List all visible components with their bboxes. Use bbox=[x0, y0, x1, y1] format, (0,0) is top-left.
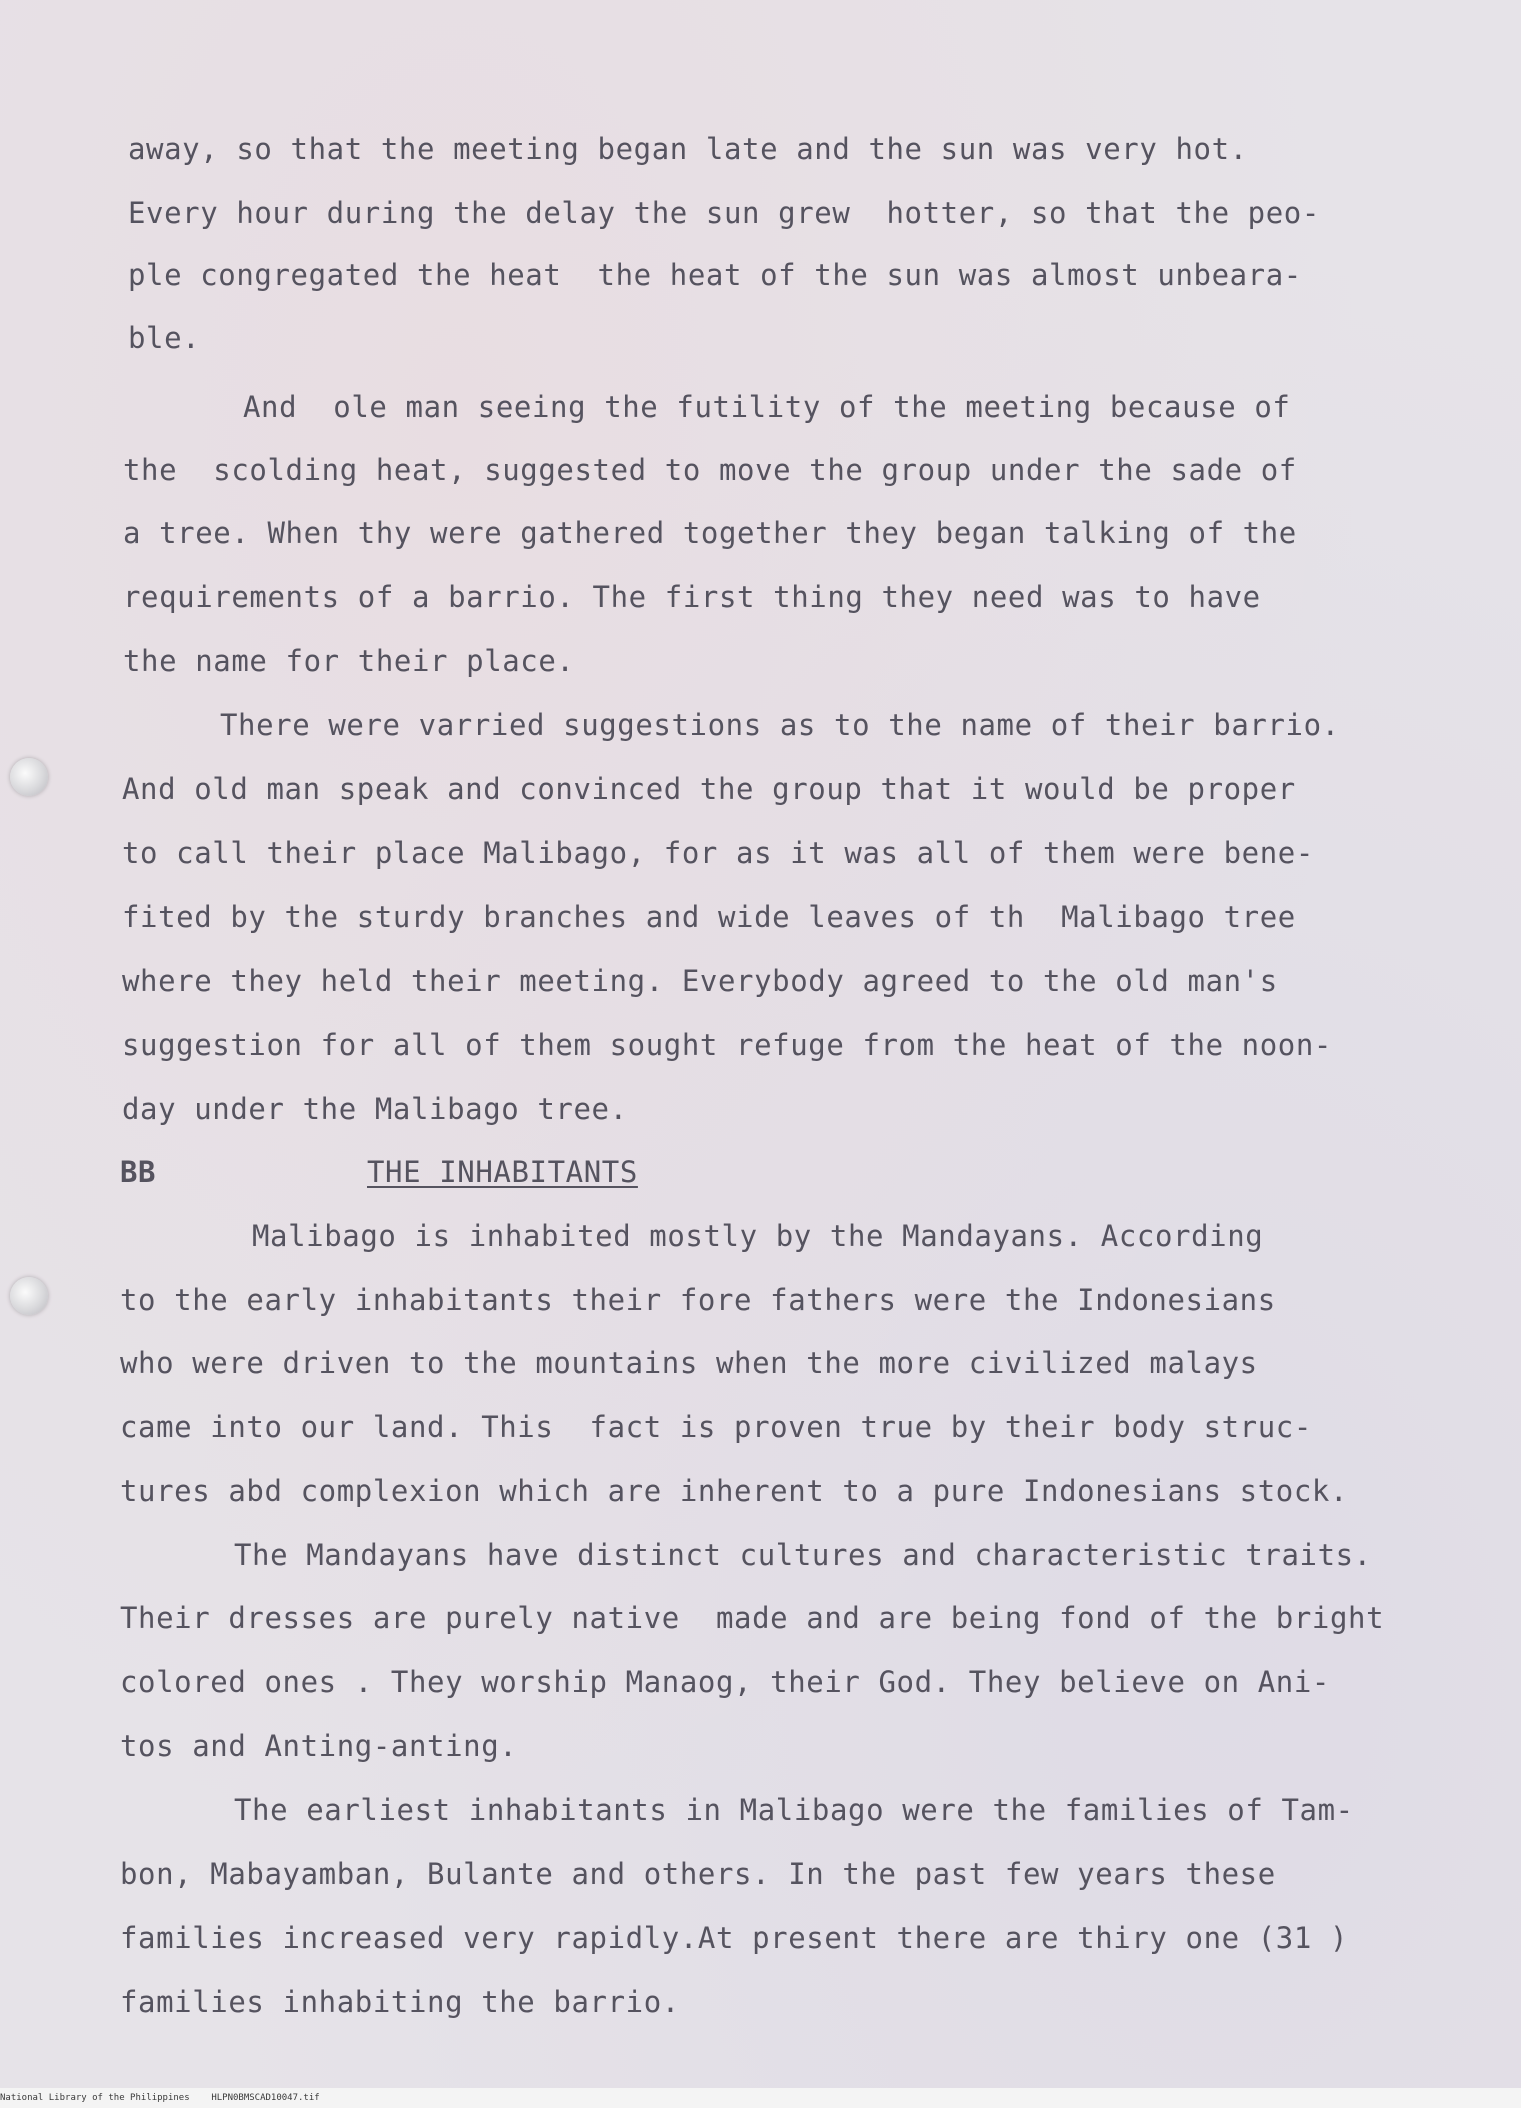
text-line: the name for their place. bbox=[123, 644, 575, 678]
text-line: fited by the sturdy branches and wide leaves of th Malibago tree bbox=[122, 900, 1296, 934]
text-line: came into our land. This fact is proven true by their body struc- bbox=[120, 1410, 1312, 1444]
text-line: ple congregated the heat the heat of the sun was almost unbeara- bbox=[128, 258, 1302, 292]
text-line: families increased very rapidly.At present there are thiry one (31 ) bbox=[120, 1921, 1349, 1955]
section-heading: THE INHABITANTS bbox=[367, 1155, 638, 1189]
text-line: colored ones . They worship Manaog, their God. They believe on Ani- bbox=[120, 1665, 1330, 1699]
text-line: tures abd complexion which are inherent to a pure Indonesians stock. bbox=[120, 1474, 1349, 1508]
text-line: to the early inhabitants their fore fathers were the Indonesians bbox=[120, 1283, 1276, 1317]
text-line: And old man speak and convinced the group that it would be proper bbox=[122, 772, 1296, 806]
text-line: suggestion for all of them sought refuge from the heat of the noon- bbox=[122, 1028, 1332, 1062]
text-line: where they held their meeting. Everybody agreed to the old man's bbox=[122, 964, 1278, 998]
section-number: BB bbox=[120, 1155, 157, 1189]
text-line: away, so that the meeting began late and the sun was very hot. bbox=[128, 132, 1248, 166]
text-line: to call their place Malibago, for as it was all of them were bene- bbox=[122, 836, 1314, 870]
text-line: families inhabiting the barrio. bbox=[120, 1985, 680, 2019]
text-line: who were driven to the mountains when the more civilized malays bbox=[120, 1346, 1258, 1380]
scan-footer: National Library of the Philippines HLPN0BMSCAD10047.tif bbox=[0, 2093, 320, 2103]
text-line: The earliest inhabitants in Malibago were the families of Tam- bbox=[234, 1793, 1354, 1827]
text-line: requirements of a barrio. The first thing they need was to have bbox=[123, 580, 1261, 614]
text-line: ble. bbox=[128, 321, 201, 355]
text-line: day under the Malibago tree. bbox=[122, 1092, 628, 1126]
text-line: The Mandayans have distinct cultures and characteristic traits. bbox=[234, 1538, 1372, 1572]
text-line: bon, Mabayamban, Bulante and others. In the past few years these bbox=[120, 1857, 1276, 1891]
text-line: Malibago is inhabited mostly by the Mandayans. According bbox=[252, 1219, 1264, 1253]
text-line: tos and Anting-anting. bbox=[120, 1729, 518, 1763]
text-line: Every hour during the delay the sun grew hotter, so that the peo- bbox=[128, 196, 1320, 230]
text-line: a tree. When thy were gathered together they began talking of the bbox=[123, 516, 1297, 550]
text-line: Their dresses are purely native made and are being fond of the bright bbox=[120, 1601, 1385, 1635]
text-line: There were varried suggestions as to the name of their barrio. bbox=[220, 708, 1340, 742]
text-line: the scolding heat, suggested to move the group under the sade of bbox=[123, 453, 1297, 487]
text-line: And ole man seeing the futility of the meeting because of bbox=[243, 390, 1291, 424]
